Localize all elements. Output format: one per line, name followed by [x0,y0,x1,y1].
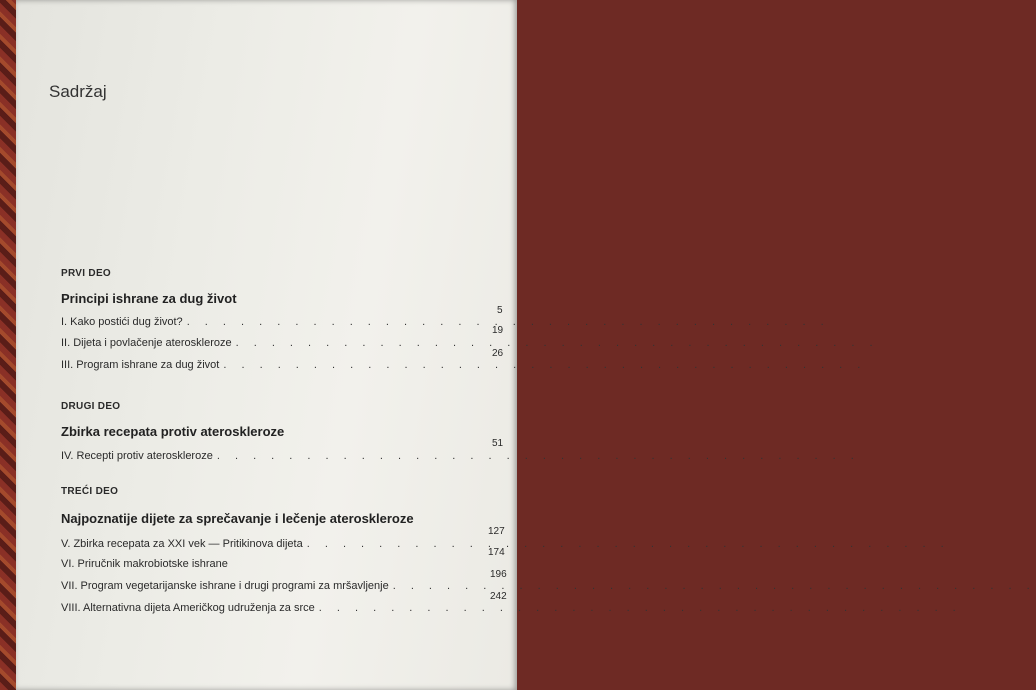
toc-entry-text: VIII. Alternativna dijeta Američkog udruženja za srce [61,602,315,614]
part-title-3: Najpoznatije dijete za sprečavanje i lečenje ateroskleroze [61,511,414,526]
toc-page-number: 51 [492,438,504,449]
leader-dots: . . . . . . . . . . . . . . . . . . . . . . . . . . . . . . . . . . . . [216,450,860,462]
part-label-1: PRVI DEO [61,268,112,279]
part-label-2: DRUGI DEO [61,401,121,412]
leader-dots: . . . . . . . . . . . . . . . . . . . . . . . . . . . . . . . . . . . . [235,337,879,349]
toc-entry-4[interactable] [61,446,860,462]
toc-entry-text: VI. Priručnik makrobiotske ishrane [61,558,228,570]
leader-dots: . . . . . . . . . . . . . . . . . . . . . . . . . . . . . . . . . . . . [223,359,867,371]
toc-entry-text: IV. Recepti protiv ateroskleroze [61,450,213,462]
part-label-3: TREĆI DEO [61,486,119,497]
toc-entry-8[interactable] [61,598,962,614]
page-title: Sadržaj [49,82,107,101]
toc-entry-text: II. Dijeta i povlačenje ateroskleroze [61,337,232,349]
toc-page-number: 174 [488,547,505,558]
toc-entry-6[interactable] [61,554,301,570]
leader-dots: . . . . . . . . . . . . . . . . . . . . . . . . . . . . . . . . . . . . [186,316,830,328]
toc-entry-text: VII. Program vegetarijanske ishrane i drugi programi za mršavljenje [61,580,389,592]
toc-entry-text: I. Kako postići dug život? [61,316,183,328]
toc-entry-7[interactable] [61,576,1036,592]
toc-entry-3[interactable] [61,355,867,371]
toc-entry-2[interactable] [61,333,879,349]
toc-entry-text: III. Program ishrane za dug život [61,359,220,371]
book-page [16,0,1036,690]
toc-page-number: 242 [490,591,507,602]
leader-dots: . . . . . . . . . . . . . . . . . . . . . . . . . . . . . . . . . . . . [392,580,1036,592]
toc-page-number: 26 [492,348,504,359]
toc-page-number: 196 [490,569,507,580]
toc-entry-text: V. Zbirka recepata za XXI vek — Pritikinova dijeta [61,538,303,550]
part-title-1: Principi ishrane za dug život [61,291,237,306]
leader-dots: . . . . . . . . . . . . . . . . . . . . . . . . . . . . . . . . . . . . [318,602,962,614]
toc-entry-5[interactable] [61,534,950,550]
toc-entry-1[interactable] [61,312,830,328]
toc-page-number: 19 [492,325,504,336]
toc-page-number: 127 [488,526,505,537]
toc-page-number: 5 [497,305,503,316]
leader-dots: . . . . . . . . . . . . . . . . . . . . . . . . . . . . . . . . . . . . [306,538,950,550]
part-title-2: Zbirka recepata protiv ateroskleroze [61,424,285,439]
